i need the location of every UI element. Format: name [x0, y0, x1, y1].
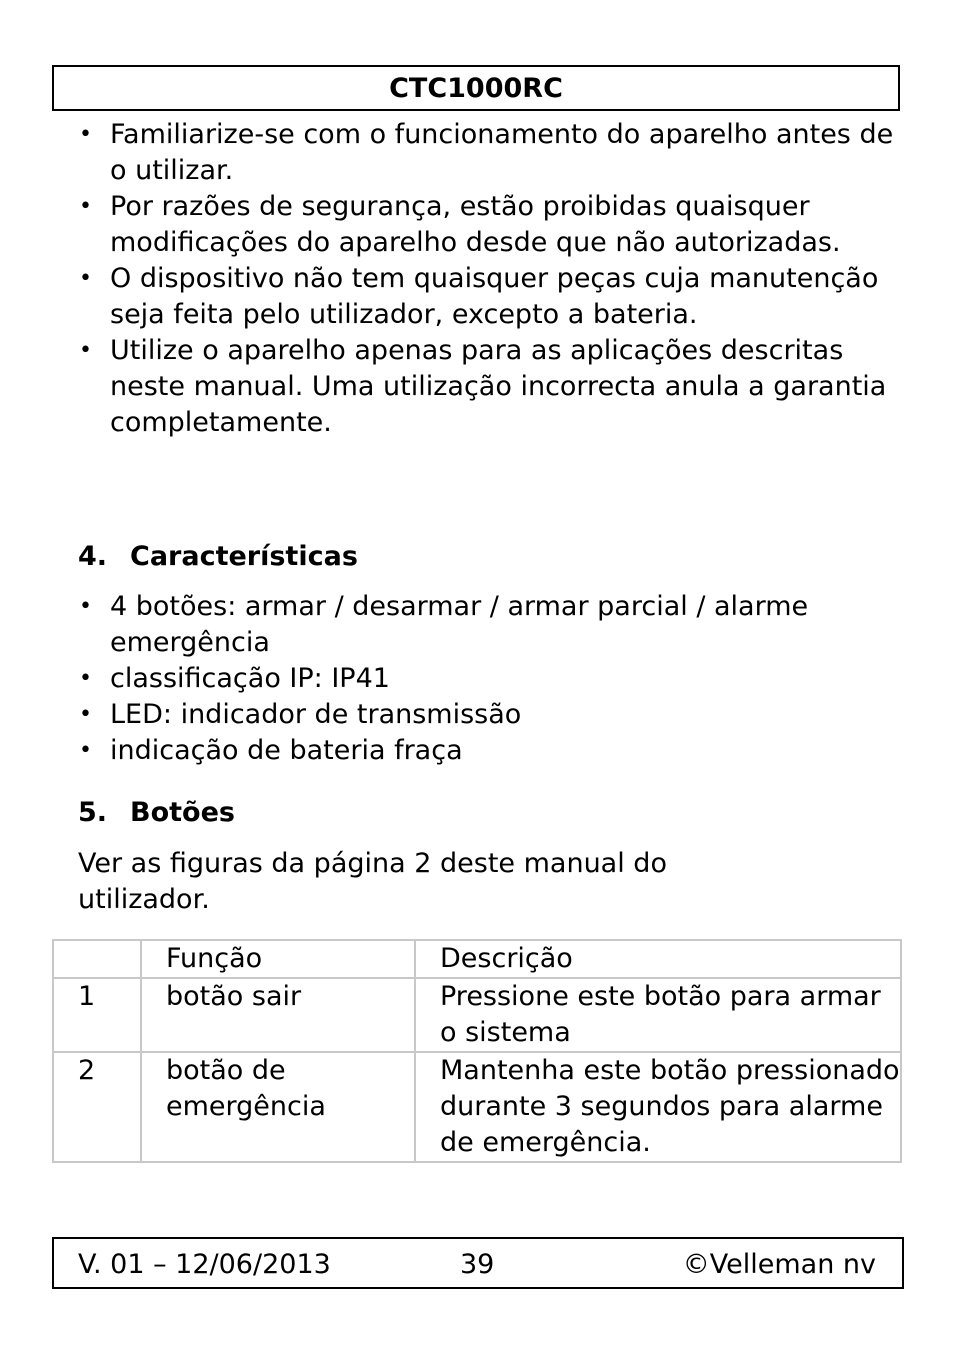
section-5-heading [78, 795, 235, 831]
buttons-table [52, 939, 902, 1163]
list-item: • O dispositivo não tem quaisquer peças cuja manutenção seja feita pelo utilizador, excepto a bateria. [79, 263, 879, 330]
section-title: Características [130, 541, 358, 572]
table-cell: botão de emergência [141, 1052, 415, 1162]
bullet-icon: • [79, 266, 92, 291]
intro-bullet-list [76, 117, 896, 441]
footer-version: V. 01 – 12/06/2013 [78, 1249, 331, 1280]
page-header [52, 65, 900, 111]
bullet-icon: • [79, 594, 92, 619]
bullet-icon: • [79, 702, 92, 727]
page-footer [52, 1237, 904, 1289]
footer-page-number: 39 [460, 1249, 495, 1280]
table-cell: botão sair [141, 978, 415, 1052]
list-item: • Familiarize-se com o funcionamento do aparelho antes de o utilizar. [79, 119, 894, 186]
bullet-icon: • [79, 122, 92, 147]
table-header-cell: Descrição [415, 940, 901, 978]
list-item: • indicação de bateria fraça [76, 733, 896, 769]
list-item: • 4 botões: armar / desarmar / armar parcial / alarme emergência [79, 591, 809, 658]
list-item: • Por razões de segurança, estão proibidas quaisquer modificações do aparelho desde que não autorizadas. [79, 191, 841, 258]
table-cell: Pressione este botão para armar o sistema [415, 978, 901, 1052]
table-row [53, 978, 901, 1052]
table-cell: 2 [53, 1052, 141, 1162]
section-title: Botões [130, 797, 235, 828]
table-row [53, 1052, 901, 1162]
bullet-icon: • [79, 338, 92, 363]
table-cell: 1 [53, 978, 141, 1052]
bullet-icon: • [79, 738, 92, 763]
list-item: • classificação IP: IP41 [76, 661, 896, 697]
list-item: • Utilize o aparelho apenas para as aplicações descritas neste manual. Uma utilização incorrecta anula a garantia completamente. [79, 335, 887, 438]
footer-copyright: ©Velleman nv [682, 1249, 876, 1280]
section-number: 5. [78, 797, 108, 828]
table-header-cell: Função [141, 940, 415, 978]
table-cell: Mantenha este botão pressionado durante 3 segundos para alarme de emergência. [415, 1052, 901, 1162]
section-number: 4. [78, 541, 108, 572]
section-4-heading [78, 539, 358, 575]
list-item: • LED: indicador de transmissão [76, 697, 896, 733]
table-header-row [53, 940, 901, 978]
table-header-cell [53, 940, 141, 978]
section-5-paragraph: Ver as figuras da página 2 deste manual do utilizador. [78, 848, 667, 915]
header-title: CTC1000RC [389, 72, 563, 104]
bullet-icon: • [79, 194, 92, 219]
features-bullet-list [76, 589, 896, 769]
bullet-icon: • [79, 666, 92, 691]
